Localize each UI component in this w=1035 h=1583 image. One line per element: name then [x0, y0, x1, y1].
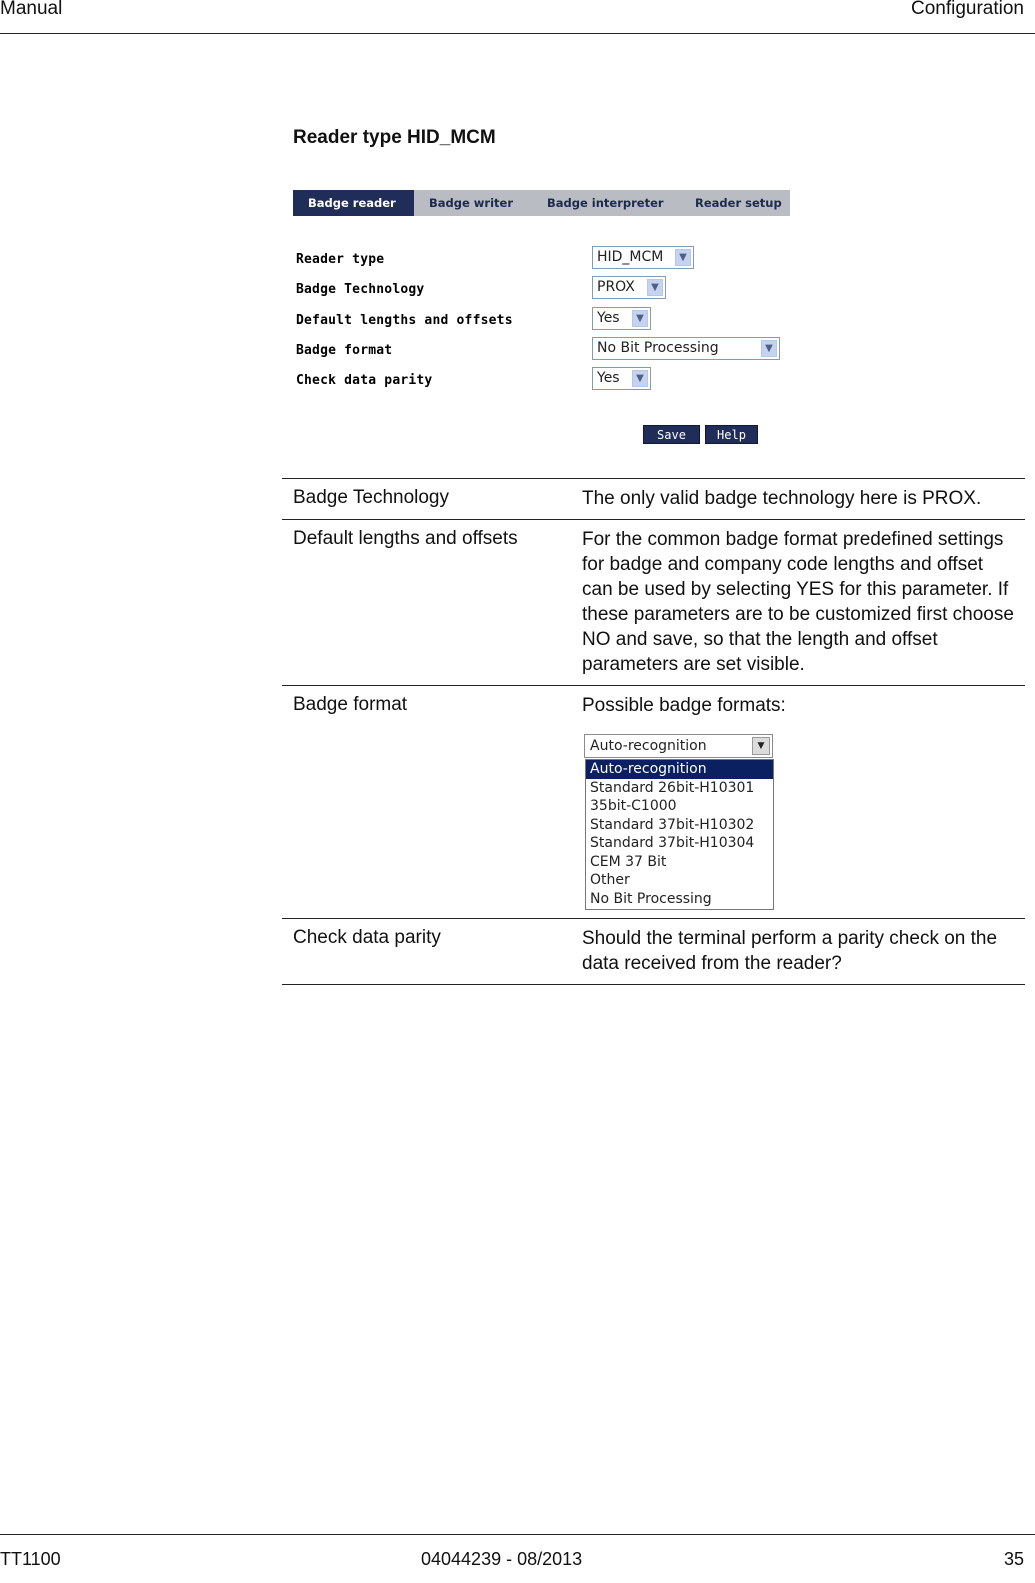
reader-type-label: Reader type	[296, 252, 385, 267]
badge-technology-label: Badge Technology	[296, 282, 425, 297]
form-row-badge-format	[296, 337, 796, 363]
help-button[interactable]: Help	[705, 425, 758, 444]
dropdown-option[interactable]: Other	[590, 872, 630, 888]
row-value: The only valid badge technology here is PROX.	[582, 488, 982, 509]
header-section: Configuration	[910, 0, 1024, 19]
dropdown-selected[interactable]	[584, 734, 773, 758]
table-row	[282, 919, 1025, 985]
save-button[interactable]: Save	[643, 425, 700, 444]
badge-format-dropdown	[582, 734, 773, 910]
default-lengths-value: Yes	[597, 310, 620, 326]
reader-type-select[interactable]	[592, 246, 694, 269]
badge-format-value: No Bit Processing	[597, 340, 719, 356]
dropdown-option[interactable]: CEM 37 Bit	[590, 853, 667, 870]
dropdown-option[interactable]: 35bit-C1000	[590, 798, 677, 814]
form-row-badge-technology	[296, 276, 796, 302]
header-manual: Manual	[0, 0, 63, 19]
footer-product: TT1100	[0, 1549, 61, 1569]
chevron-down-icon: ▼	[752, 737, 770, 755]
row-value-cell	[582, 686, 1025, 918]
dropdown-option[interactable]: Auto-recognition	[586, 760, 773, 779]
footer-doc-number: 04044239 - 08/2013	[421, 1549, 583, 1569]
tab-reader-setup[interactable]: Reader setup	[695, 196, 782, 210]
tab-badge-writer[interactable]: Badge writer	[429, 196, 513, 210]
tab-bar	[293, 190, 790, 216]
chevron-down-icon: ▼	[632, 370, 648, 387]
row-key: Badge Technology	[293, 487, 449, 508]
check-parity-select[interactable]	[592, 367, 651, 390]
dropdown-options	[585, 759, 774, 910]
table-row	[282, 479, 1025, 520]
badge-format-select[interactable]	[592, 337, 780, 360]
dropdown-option[interactable]: Standard 26bit-H10301	[590, 779, 755, 796]
footer-page-number: 35	[1003, 1549, 1024, 1569]
dropdown-option[interactable]: Standard 37bit-H10304	[590, 835, 755, 851]
badge-technology-select[interactable]	[592, 276, 666, 299]
row-key: Default lengths and offsets	[293, 528, 518, 549]
badge-technology-value: PROX	[597, 279, 635, 295]
dropdown-option[interactable]: Standard 37bit-H10302	[590, 816, 755, 833]
reader-type-value: HID_MCM	[597, 249, 664, 265]
table-row	[282, 686, 1025, 919]
row-value: For the common badge format predefined settings for badge and company code lengths and offset can be used by selecting YES for this parameter. If these parameters are to be customized first choose NO and save, so that the length and offset parameters are set visible.	[582, 529, 1014, 675]
form-row-check-parity	[296, 367, 796, 393]
badge-format-label: Badge format	[296, 343, 393, 358]
tab-badge-interpreter[interactable]: Badge interpreter	[547, 196, 664, 210]
chevron-down-icon: ▼	[761, 340, 777, 357]
tab-badge-reader[interactable]: Badge reader	[293, 190, 414, 216]
check-parity-label: Check data parity	[296, 373, 433, 388]
row-key: Check data parity	[293, 927, 441, 948]
section-title: Reader type HID_MCM	[293, 127, 496, 148]
default-lengths-select[interactable]	[592, 307, 651, 330]
table-row	[282, 520, 1025, 686]
row-value: Should the terminal perform a parity check on the data received from the reader?	[582, 928, 998, 974]
dropdown-option[interactable]: No Bit Processing	[590, 890, 712, 907]
row-value: Possible badge formats:	[582, 695, 786, 716]
dropdown-selected-value: Auto-recognition	[590, 738, 707, 754]
check-parity-value: Yes	[597, 370, 620, 386]
form-row-reader-type	[296, 246, 796, 272]
page-header	[0, 0, 1035, 34]
chevron-down-icon: ▼	[675, 249, 691, 266]
default-lengths-label: Default lengths and offsets	[296, 313, 513, 328]
row-key: Badge format	[293, 694, 408, 715]
chevron-down-icon: ▼	[647, 279, 663, 296]
form-row-default-lengths	[296, 307, 796, 333]
page-footer	[0, 1534, 1035, 1583]
description-table	[282, 478, 1025, 985]
chevron-down-icon: ▼	[632, 310, 648, 327]
